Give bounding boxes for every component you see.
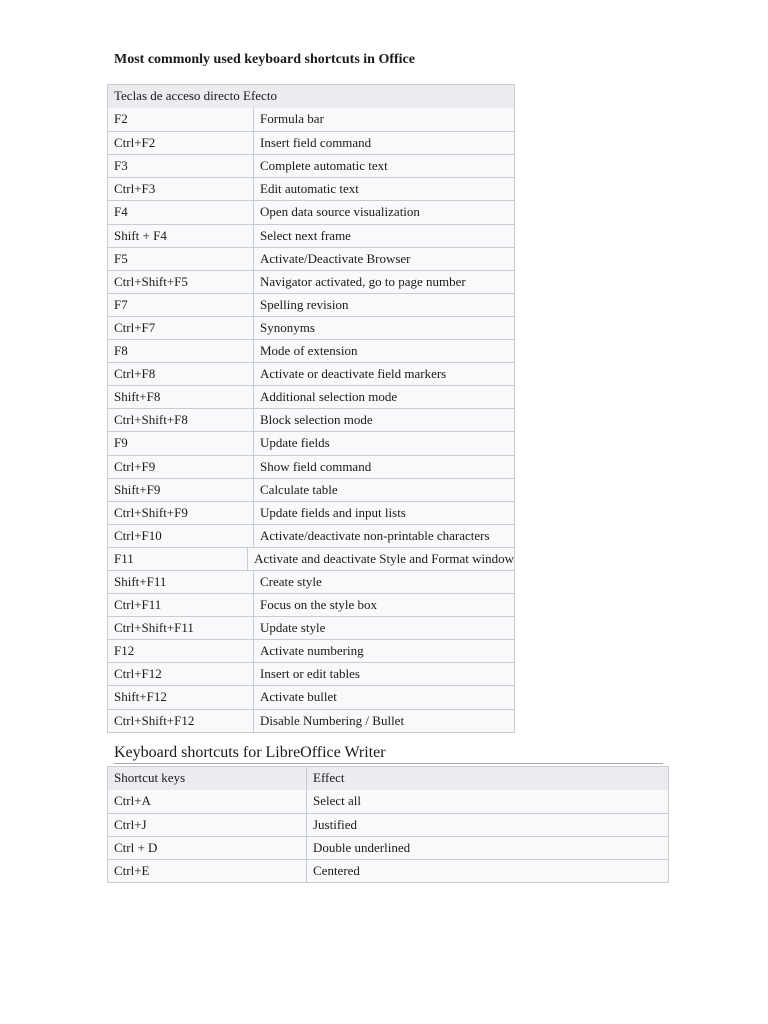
table-row: [108, 362, 514, 385]
effect-cell: Activate or deactivate field markers: [260, 366, 447, 382]
table-row: [108, 200, 514, 223]
table-row: [108, 501, 514, 524]
table-header-row: [108, 85, 514, 108]
shortcut-key-cell: F7: [108, 294, 254, 316]
shortcut-key-cell: Ctrl+F11: [108, 594, 254, 616]
table-row: [108, 455, 514, 478]
shortcut-key-cell: Ctrl+Shift+F8: [108, 409, 254, 431]
shortcut-key-cell: F3: [108, 155, 254, 177]
table-row: [108, 224, 514, 247]
shortcut-key-cell: Shift+F8: [108, 386, 254, 408]
table-row: [108, 408, 514, 431]
effect-cell: Double underlined: [313, 840, 411, 856]
effect-cell: Complete automatic text: [260, 158, 388, 174]
shortcut-key-cell: Shift+F12: [108, 686, 254, 708]
effect-cell: Show field command: [260, 458, 372, 474]
shortcut-key-cell: Ctrl+F10: [108, 525, 254, 547]
shortcut-key-cell: Ctrl+F12: [108, 663, 254, 685]
shortcut-key-cell: Shift+F9: [108, 479, 254, 501]
shortcut-key-cell: Ctrl+Shift+F11: [108, 617, 254, 639]
table-row: [108, 709, 514, 732]
shortcut-key-cell: F8: [108, 340, 254, 362]
effect-cell: Mode of extension: [260, 343, 358, 359]
shortcut-key-cell: Ctrl + D: [108, 837, 307, 859]
effect-cell: Spelling revision: [260, 296, 349, 312]
effect-cell: Activate numbering: [260, 643, 364, 659]
shortcut-key-cell: Ctrl+F7: [108, 317, 254, 339]
shortcut-key-cell: Ctrl+E: [108, 860, 307, 882]
effect-cell: Formula bar: [260, 111, 324, 127]
effect-cell: Activate/deactivate non-printable characters: [260, 527, 490, 543]
effect-cell: Navigator activated, go to page number: [260, 273, 466, 289]
table-row: [108, 547, 514, 570]
table-row: [108, 247, 514, 270]
document-title: Most commonly used keyboard shortcuts in Office: [114, 52, 415, 67]
table-body: [108, 790, 668, 882]
table-row: [108, 293, 514, 316]
effect-cell: Centered: [313, 863, 360, 879]
table-row: [108, 570, 514, 593]
effect-cell: Synonyms: [260, 319, 315, 335]
effect-cell: Calculate table: [260, 481, 338, 497]
table-row: [108, 339, 514, 362]
table-row: [108, 616, 514, 639]
shortcut-key-cell: F4: [108, 201, 254, 223]
section-heading: Keyboard shortcuts for LibreOffice Writer: [114, 743, 663, 764]
column-header-shortcut-keys: Shortcut keys: [108, 767, 307, 790]
effect-cell: Additional selection mode: [260, 389, 398, 405]
writer-shortcuts-table: [107, 766, 669, 883]
effect-cell: Disable Numbering / Bullet: [260, 712, 405, 728]
shortcut-key-cell: Ctrl+Shift+F5: [108, 271, 254, 293]
effect-cell: Update style: [260, 620, 326, 636]
table-row: [108, 859, 668, 882]
table-row: [108, 524, 514, 547]
table-row: [108, 813, 668, 836]
shortcut-key-cell: Shift + F4: [108, 225, 254, 247]
table-row: [108, 478, 514, 501]
table-row: [108, 662, 514, 685]
effect-cell: Block selection mode: [260, 412, 373, 428]
shortcut-key-cell: F12: [108, 640, 254, 662]
table-row: [108, 154, 514, 177]
effect-cell: Focus on the style box: [260, 597, 377, 613]
effect-cell: Insert field command: [260, 135, 372, 151]
shortcut-key-cell: Ctrl+F2: [108, 132, 254, 154]
effect-cell: Justified: [313, 817, 358, 833]
shortcut-key-cell: F5: [108, 248, 254, 270]
shortcut-key-cell: Shift+F11: [108, 571, 254, 593]
shortcut-key-cell: Ctrl+F9: [108, 456, 254, 478]
effect-cell: Edit automatic text: [260, 181, 359, 197]
table-row: [108, 431, 514, 454]
table-header-cell: Teclas de acceso directo Efecto: [114, 88, 277, 103]
effect-cell: Update fields and input lists: [260, 504, 406, 520]
effect-cell: Open data source visualization: [260, 204, 420, 220]
table-row: [108, 639, 514, 662]
effect-cell: Update fields: [260, 435, 330, 451]
shortcut-key-cell: Ctrl+Shift+F9: [108, 502, 254, 524]
table-row: [108, 685, 514, 708]
table-row: [108, 177, 514, 200]
office-shortcuts-table: [107, 84, 515, 733]
shortcut-key-cell: F2: [108, 108, 254, 131]
shortcut-key-cell: F9: [108, 432, 254, 454]
table-row: [108, 836, 668, 859]
shortcut-key-cell: F11: [108, 548, 248, 570]
table-row: [108, 316, 514, 339]
table-row: [108, 385, 514, 408]
table-header-row: [108, 767, 668, 790]
table-row: [108, 790, 668, 813]
column-header-effect: Effect: [313, 770, 345, 785]
shortcut-key-cell: Ctrl+F3: [108, 178, 254, 200]
table-row: [108, 131, 514, 154]
effect-cell: Insert or edit tables: [260, 666, 360, 682]
shortcut-key-cell: Ctrl+Shift+F12: [108, 710, 254, 732]
table-row: [108, 593, 514, 616]
effect-cell: Activate bullet: [260, 689, 337, 705]
shortcut-key-cell: Ctrl+A: [108, 790, 307, 813]
effect-cell: Create style: [260, 573, 322, 589]
table-row: [108, 108, 514, 131]
shortcut-key-cell: Ctrl+J: [108, 814, 307, 836]
effect-cell: Select all: [313, 793, 362, 809]
shortcut-key-cell: Ctrl+F8: [108, 363, 254, 385]
effect-cell: Activate/Deactivate Browser: [260, 250, 411, 266]
table-row: [108, 270, 514, 293]
table-body: [108, 108, 514, 732]
effect-cell: Activate and deactivate Style and Format window: [254, 550, 514, 566]
effect-cell: Select next frame: [260, 227, 351, 243]
